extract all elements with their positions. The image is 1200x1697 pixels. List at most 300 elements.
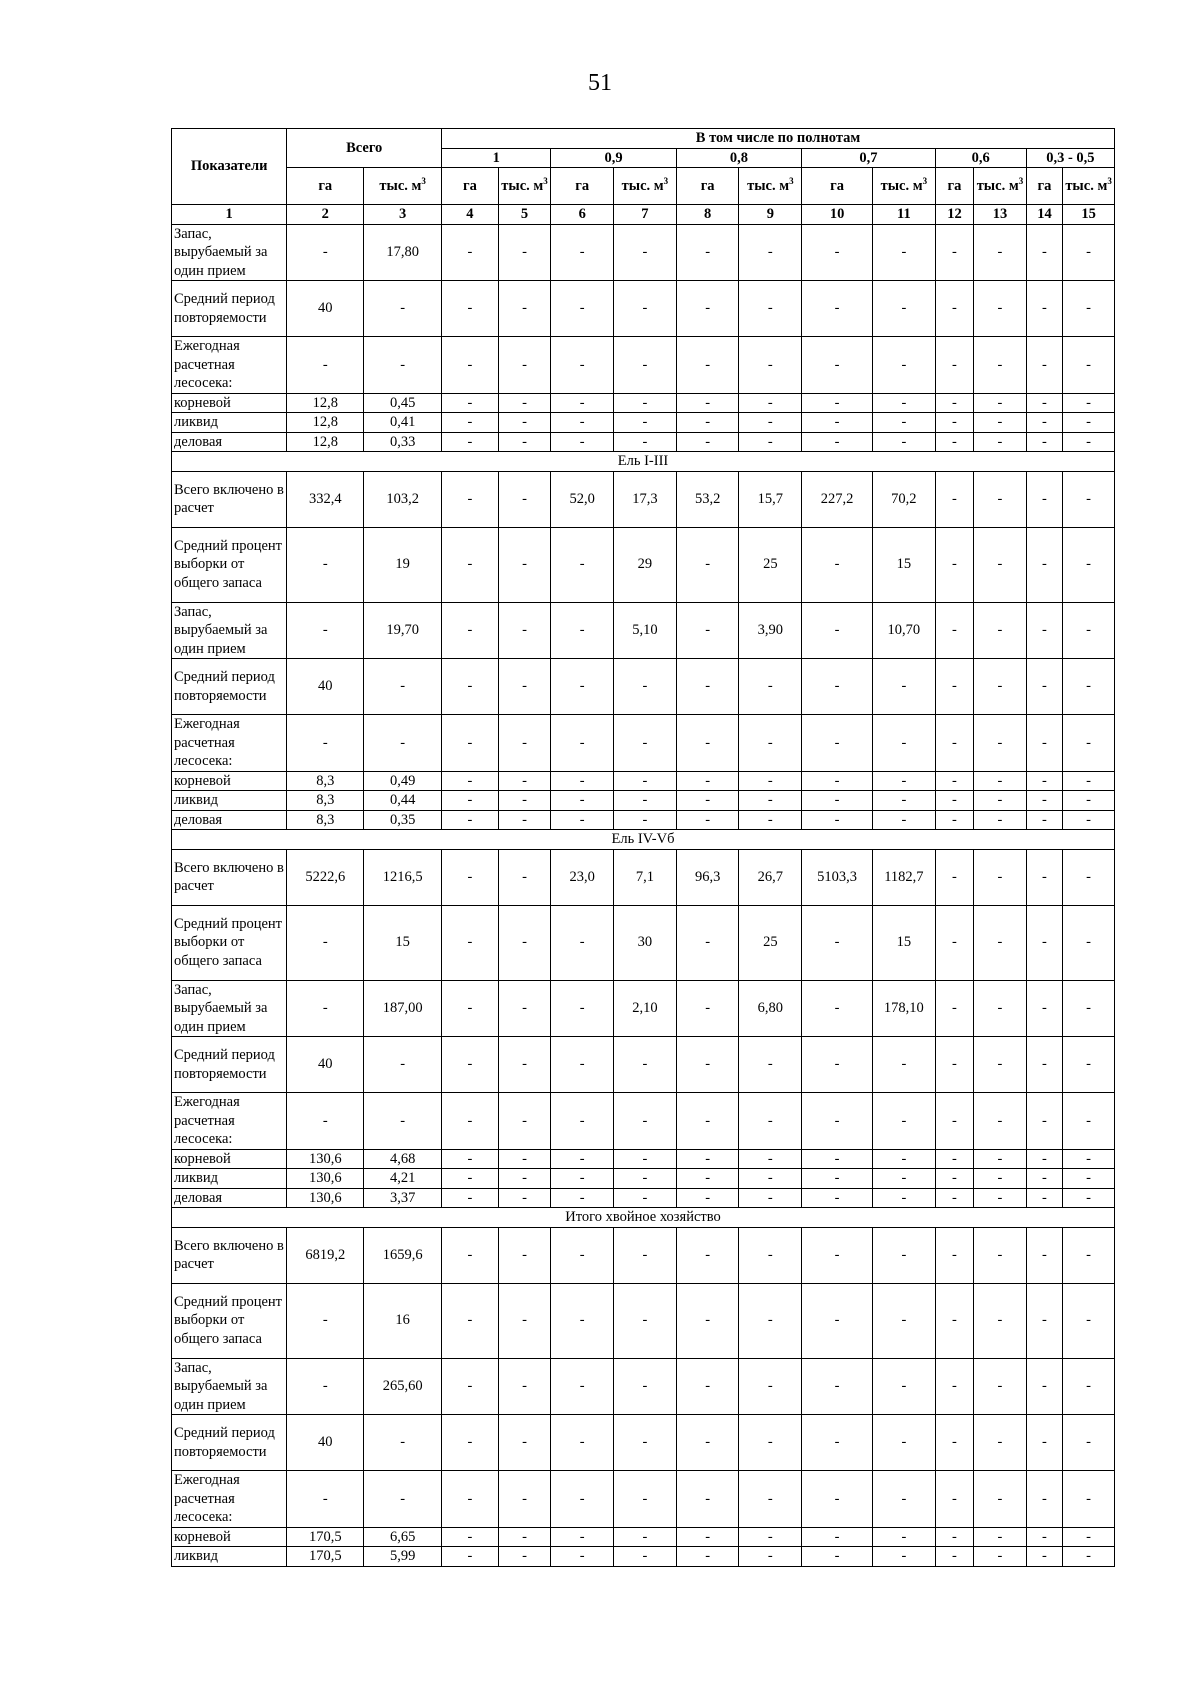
table-row (172, 1527, 1115, 1547)
table-cell: - (1026, 224, 1062, 281)
row-label: Средний период повторяемости (172, 1415, 287, 1471)
table-cell: - (935, 905, 973, 980)
table-cell: 0,44 (364, 791, 442, 811)
table-cell: - (551, 980, 614, 1037)
table-cell: - (676, 659, 739, 715)
table-cell: - (739, 1527, 802, 1547)
table-row (172, 1093, 1115, 1150)
table-row (172, 1169, 1115, 1189)
section-row (172, 830, 1115, 850)
column-number: 5 (498, 205, 551, 225)
table-cell: - (676, 281, 739, 337)
table-cell: - (1026, 659, 1062, 715)
column-number: 8 (676, 205, 739, 225)
header-total: Всего (287, 129, 442, 168)
table-cell: - (802, 602, 873, 659)
table-cell: - (614, 791, 677, 811)
table-cell: - (873, 224, 936, 281)
table-cell: 12,8 (287, 393, 364, 413)
table-cell: - (498, 1471, 551, 1528)
table-cell: 52,0 (551, 471, 614, 527)
row-label: деловая (172, 1188, 287, 1208)
table-cell: - (1026, 1358, 1062, 1415)
table-cell: 15 (873, 905, 936, 980)
unit-ha-header: га (442, 168, 499, 205)
table-cell: 17,80 (364, 224, 442, 281)
row-label: Средний процент выборки от общего запаса (172, 527, 287, 602)
table-cell: - (1026, 849, 1062, 905)
table-cell: - (551, 1358, 614, 1415)
table-cell: - (442, 413, 499, 433)
table-cell: - (1026, 1227, 1062, 1283)
table-cell: - (1026, 337, 1062, 394)
column-number: 12 (935, 205, 973, 225)
table-cell: - (739, 810, 802, 830)
unit-volume-label: тыс. м (379, 177, 422, 194)
table-cell: - (802, 1227, 873, 1283)
table-cell: - (287, 1093, 364, 1150)
row-label: ликвид (172, 1169, 287, 1189)
table-cell: - (802, 1547, 873, 1567)
table-cell: - (287, 1283, 364, 1358)
table-cell: - (873, 715, 936, 772)
table-cell: - (614, 432, 677, 452)
table-cell: - (802, 791, 873, 811)
table-cell: - (364, 659, 442, 715)
unit-volume-label: тыс. м (880, 177, 923, 194)
row-label: ликвид (172, 791, 287, 811)
row-label: Ежегодная расчетная лесосека: (172, 715, 287, 772)
table-cell: - (1026, 791, 1062, 811)
table-row (172, 393, 1115, 413)
table-cell: - (935, 337, 973, 394)
table-cell: - (1026, 1415, 1062, 1471)
unit-volume-label: тыс. м (501, 177, 544, 194)
table-cell: - (676, 602, 739, 659)
table-cell: - (873, 659, 936, 715)
table-cell: - (614, 810, 677, 830)
table-cell: - (873, 771, 936, 791)
table-body (172, 224, 1115, 1566)
table-cell: - (739, 1471, 802, 1528)
table-cell: 103,2 (364, 471, 442, 527)
table-cell: - (614, 1547, 677, 1567)
table-cell: 5,99 (364, 1547, 442, 1567)
section-row (172, 452, 1115, 472)
table-row (172, 1415, 1115, 1471)
column-number: 6 (551, 205, 614, 225)
table-cell: - (287, 980, 364, 1037)
table-cell: - (873, 1093, 936, 1150)
table-cell: - (739, 281, 802, 337)
table-cell: - (676, 1415, 739, 1471)
table-cell: - (1063, 980, 1115, 1037)
table-cell: - (802, 393, 873, 413)
unit-volume-superscript: 3 (1107, 175, 1112, 186)
table-cell: - (1063, 527, 1115, 602)
table-cell: - (551, 602, 614, 659)
unit-volume-header (498, 168, 551, 205)
table-cell: - (676, 432, 739, 452)
table-cell: - (1063, 1471, 1115, 1528)
table-row (172, 659, 1115, 715)
table-cell: - (935, 393, 973, 413)
table-cell: 26,7 (739, 849, 802, 905)
row-label: ликвид (172, 413, 287, 433)
row-label: Запас, вырубаемый за один прием (172, 602, 287, 659)
table-cell: - (1063, 1149, 1115, 1169)
table-cell: - (1063, 602, 1115, 659)
header-density-0-8: 0,8 (676, 148, 801, 168)
row-label: Всего включено в расчет (172, 1227, 287, 1283)
table-cell: - (974, 602, 1027, 659)
table-cell: - (802, 1471, 873, 1528)
table-cell: - (1063, 1093, 1115, 1150)
table-cell: - (739, 1227, 802, 1283)
table-cell: - (442, 393, 499, 413)
table-cell: 30 (614, 905, 677, 980)
table-cell: - (442, 980, 499, 1037)
table-cell: - (802, 659, 873, 715)
table-cell: - (551, 413, 614, 433)
table-cell: - (974, 337, 1027, 394)
column-number: 13 (974, 205, 1027, 225)
table-cell: 19 (364, 527, 442, 602)
table-cell: - (1063, 1283, 1115, 1358)
table-cell: 40 (287, 659, 364, 715)
table-cell: - (442, 1358, 499, 1415)
table-cell: - (614, 771, 677, 791)
table-cell: - (614, 1527, 677, 1547)
table-cell: - (287, 905, 364, 980)
table-cell: - (498, 659, 551, 715)
header-density-1: 1 (442, 148, 551, 168)
unit-ha-header: га (1026, 168, 1062, 205)
table-cell: - (935, 791, 973, 811)
table-cell: - (739, 1188, 802, 1208)
table-cell: - (935, 471, 973, 527)
table-cell: - (364, 1093, 442, 1150)
table-cell: - (1026, 905, 1062, 980)
table-cell: - (551, 281, 614, 337)
table-cell: - (974, 281, 1027, 337)
unit-volume-superscript: 3 (1018, 175, 1024, 186)
table-cell: - (974, 1527, 1027, 1547)
table-cell: - (974, 1149, 1027, 1169)
table-cell: - (676, 224, 739, 281)
table-cell: 1216,5 (364, 849, 442, 905)
table-cell: - (498, 602, 551, 659)
table-cell: - (802, 337, 873, 394)
table-cell: - (974, 471, 1027, 527)
table-cell: - (739, 1547, 802, 1567)
table-cell: - (1063, 393, 1115, 413)
table-cell: - (935, 224, 973, 281)
table-cell: - (1063, 771, 1115, 791)
table-cell: - (935, 771, 973, 791)
table-cell: - (676, 810, 739, 830)
table-cell: - (676, 393, 739, 413)
table-row (172, 715, 1115, 772)
table-cell: - (551, 393, 614, 413)
header-density-0-6: 0,6 (935, 148, 1026, 168)
table-cell: - (739, 1358, 802, 1415)
table-cell: - (498, 715, 551, 772)
table-cell: - (287, 602, 364, 659)
column-number: 2 (287, 205, 364, 225)
row-label: Запас, вырубаемый за один прием (172, 1358, 287, 1415)
table-cell: - (498, 1037, 551, 1093)
table-cell: - (498, 1415, 551, 1471)
table-cell: - (1063, 791, 1115, 811)
table-cell: - (1063, 1169, 1115, 1189)
table-cell: - (442, 527, 499, 602)
unit-ha-header: га (676, 168, 739, 205)
table-cell: - (974, 1227, 1027, 1283)
table-cell: - (802, 1527, 873, 1547)
table-cell: - (614, 1415, 677, 1471)
table-cell: 40 (287, 1415, 364, 1471)
table-cell: - (974, 1169, 1027, 1189)
table-cell: 12,8 (287, 413, 364, 433)
table-cell: - (739, 1093, 802, 1150)
table-cell: 96,3 (676, 849, 739, 905)
table-cell: - (676, 1471, 739, 1528)
table-cell: 19,70 (364, 602, 442, 659)
table-cell: - (1063, 471, 1115, 527)
table-row (172, 432, 1115, 452)
table-cell: 25 (739, 905, 802, 980)
table-cell: - (802, 281, 873, 337)
unit-volume-header (873, 168, 936, 205)
table-cell: - (498, 224, 551, 281)
table-cell: - (1063, 1527, 1115, 1547)
header-indicators: Показатели (172, 129, 287, 205)
table-cell: - (974, 393, 1027, 413)
table-cell: - (498, 281, 551, 337)
table-cell: 12,8 (287, 432, 364, 452)
table-row (172, 281, 1115, 337)
table-cell: 3,37 (364, 1188, 442, 1208)
table-cell: 8,3 (287, 791, 364, 811)
table-cell: - (498, 432, 551, 452)
table-cell: - (442, 1169, 499, 1189)
table-cell: - (287, 1358, 364, 1415)
table-cell: - (974, 1283, 1027, 1358)
table-cell: - (935, 1037, 973, 1093)
header-density-0-9: 0,9 (551, 148, 676, 168)
table-row (172, 791, 1115, 811)
table-cell: - (1026, 1283, 1062, 1358)
table-cell: - (974, 849, 1027, 905)
table-cell: - (974, 1188, 1027, 1208)
section-title: Итого хвойное хозяйство (172, 1208, 1115, 1228)
header-including-by-density: В том числе по полнотам (442, 129, 1115, 149)
table-row (172, 527, 1115, 602)
table-header (172, 129, 1115, 225)
unit-volume-label: тыс. м (976, 177, 1019, 194)
table-cell: - (1063, 1415, 1115, 1471)
table-cell: - (802, 715, 873, 772)
table-cell: 170,5 (287, 1547, 364, 1567)
column-number: 14 (1026, 205, 1062, 225)
table-cell: - (551, 1149, 614, 1169)
table-cell: 130,6 (287, 1169, 364, 1189)
table-cell: - (873, 432, 936, 452)
table-cell: - (935, 1188, 973, 1208)
table-cell: - (739, 393, 802, 413)
table-cell: - (802, 413, 873, 433)
table-cell: 15 (873, 527, 936, 602)
table-cell: - (676, 1547, 739, 1567)
unit-ha-header: га (287, 168, 364, 205)
row-label: Всего включено в расчет (172, 471, 287, 527)
table-cell: - (676, 1169, 739, 1189)
table-cell: - (739, 771, 802, 791)
table-cell: - (974, 1037, 1027, 1093)
table-cell: - (1026, 527, 1062, 602)
table-cell: - (551, 1188, 614, 1208)
table-cell: - (551, 1227, 614, 1283)
table-cell: - (873, 413, 936, 433)
column-number: 1 (172, 205, 287, 225)
table-cell: - (498, 1527, 551, 1547)
table-cell: - (287, 715, 364, 772)
table-cell: - (676, 1527, 739, 1547)
table-cell: - (1063, 715, 1115, 772)
table-cell: - (442, 602, 499, 659)
table-cell: - (614, 1037, 677, 1093)
row-label: деловая (172, 432, 287, 452)
table-cell: - (364, 715, 442, 772)
table-cell: - (676, 1037, 739, 1093)
table-cell: - (935, 659, 973, 715)
page-number: 51 (588, 70, 612, 96)
table-cell: - (498, 1149, 551, 1169)
table-cell: - (935, 1283, 973, 1358)
table-cell: - (498, 471, 551, 527)
table-cell: - (442, 1037, 499, 1093)
table-cell: - (802, 1149, 873, 1169)
table-cell: - (1063, 1188, 1115, 1208)
table-cell: - (974, 413, 1027, 433)
row-label: Запас, вырубаемый за один прием (172, 224, 287, 281)
table-cell: - (1063, 281, 1115, 337)
table-cell: - (739, 659, 802, 715)
table-cell: - (498, 527, 551, 602)
table-cell: - (498, 905, 551, 980)
table-cell: 3,90 (739, 602, 802, 659)
column-number: 3 (364, 205, 442, 225)
unit-volume-label: тыс. м (747, 177, 790, 194)
table-cell: - (935, 980, 973, 1037)
column-number: 4 (442, 205, 499, 225)
table-cell: 0,45 (364, 393, 442, 413)
table-cell: - (873, 1188, 936, 1208)
unit-volume-superscript: 3 (789, 175, 794, 186)
row-label: Средний процент выборки от общего запаса (172, 1283, 287, 1358)
table-cell: - (498, 393, 551, 413)
row-label: Ежегодная расчетная лесосека: (172, 1471, 287, 1528)
table-row (172, 849, 1115, 905)
table-cell: 10,70 (873, 602, 936, 659)
table-cell: - (739, 224, 802, 281)
table-cell: - (676, 527, 739, 602)
table-cell: - (551, 1527, 614, 1547)
table-cell: - (551, 1283, 614, 1358)
table-cell: - (935, 1547, 973, 1567)
table-cell: 40 (287, 281, 364, 337)
table-cell: - (1063, 413, 1115, 433)
table-cell: - (614, 1149, 677, 1169)
table-cell: - (614, 1471, 677, 1528)
table-cell: - (873, 1227, 936, 1283)
table-cell: 170,5 (287, 1527, 364, 1547)
table-cell: 130,6 (287, 1188, 364, 1208)
table-cell: 332,4 (287, 471, 364, 527)
table-cell: - (935, 849, 973, 905)
table-cell: - (1026, 1149, 1062, 1169)
unit-ha-header: га (802, 168, 873, 205)
table-cell: - (551, 1415, 614, 1471)
table-cell: - (1026, 1169, 1062, 1189)
table-cell: - (551, 715, 614, 772)
table-cell: - (873, 791, 936, 811)
table-cell: - (614, 1358, 677, 1415)
table-cell: - (614, 659, 677, 715)
table-cell: - (935, 1471, 973, 1528)
table-cell: 4,68 (364, 1149, 442, 1169)
section-title: Ель I-III (172, 452, 1115, 472)
table-cell: - (551, 659, 614, 715)
table-cell: - (498, 980, 551, 1037)
table-cell: - (551, 1169, 614, 1189)
table-cell: - (802, 1037, 873, 1093)
table-cell: - (442, 810, 499, 830)
table-cell: - (1063, 224, 1115, 281)
table-cell: - (739, 337, 802, 394)
table-cell: - (442, 281, 499, 337)
table-cell: - (442, 1149, 499, 1169)
table-cell: 6,65 (364, 1527, 442, 1547)
table-cell: - (676, 980, 739, 1037)
table-cell: - (935, 1527, 973, 1547)
table-cell: - (498, 337, 551, 394)
table-cell: - (551, 527, 614, 602)
table-cell: 16 (364, 1283, 442, 1358)
table-cell: - (974, 1093, 1027, 1150)
table-cell: - (1063, 849, 1115, 905)
table-cell: 227,2 (802, 471, 873, 527)
table-cell: - (873, 393, 936, 413)
table-cell: - (802, 1093, 873, 1150)
table-cell: - (551, 771, 614, 791)
table-cell: 5,10 (614, 602, 677, 659)
table-row (172, 471, 1115, 527)
table-cell: - (873, 1471, 936, 1528)
table-cell: - (935, 715, 973, 772)
table-cell: 7,1 (614, 849, 677, 905)
table-cell: - (442, 1283, 499, 1358)
table-cell: - (974, 432, 1027, 452)
table-cell: - (935, 602, 973, 659)
table-row (172, 1358, 1115, 1415)
table-cell: - (802, 224, 873, 281)
unit-volume-header (974, 168, 1027, 205)
table-cell: - (614, 1169, 677, 1189)
forest-inventory-table (171, 128, 1115, 1567)
table-cell: - (1026, 281, 1062, 337)
